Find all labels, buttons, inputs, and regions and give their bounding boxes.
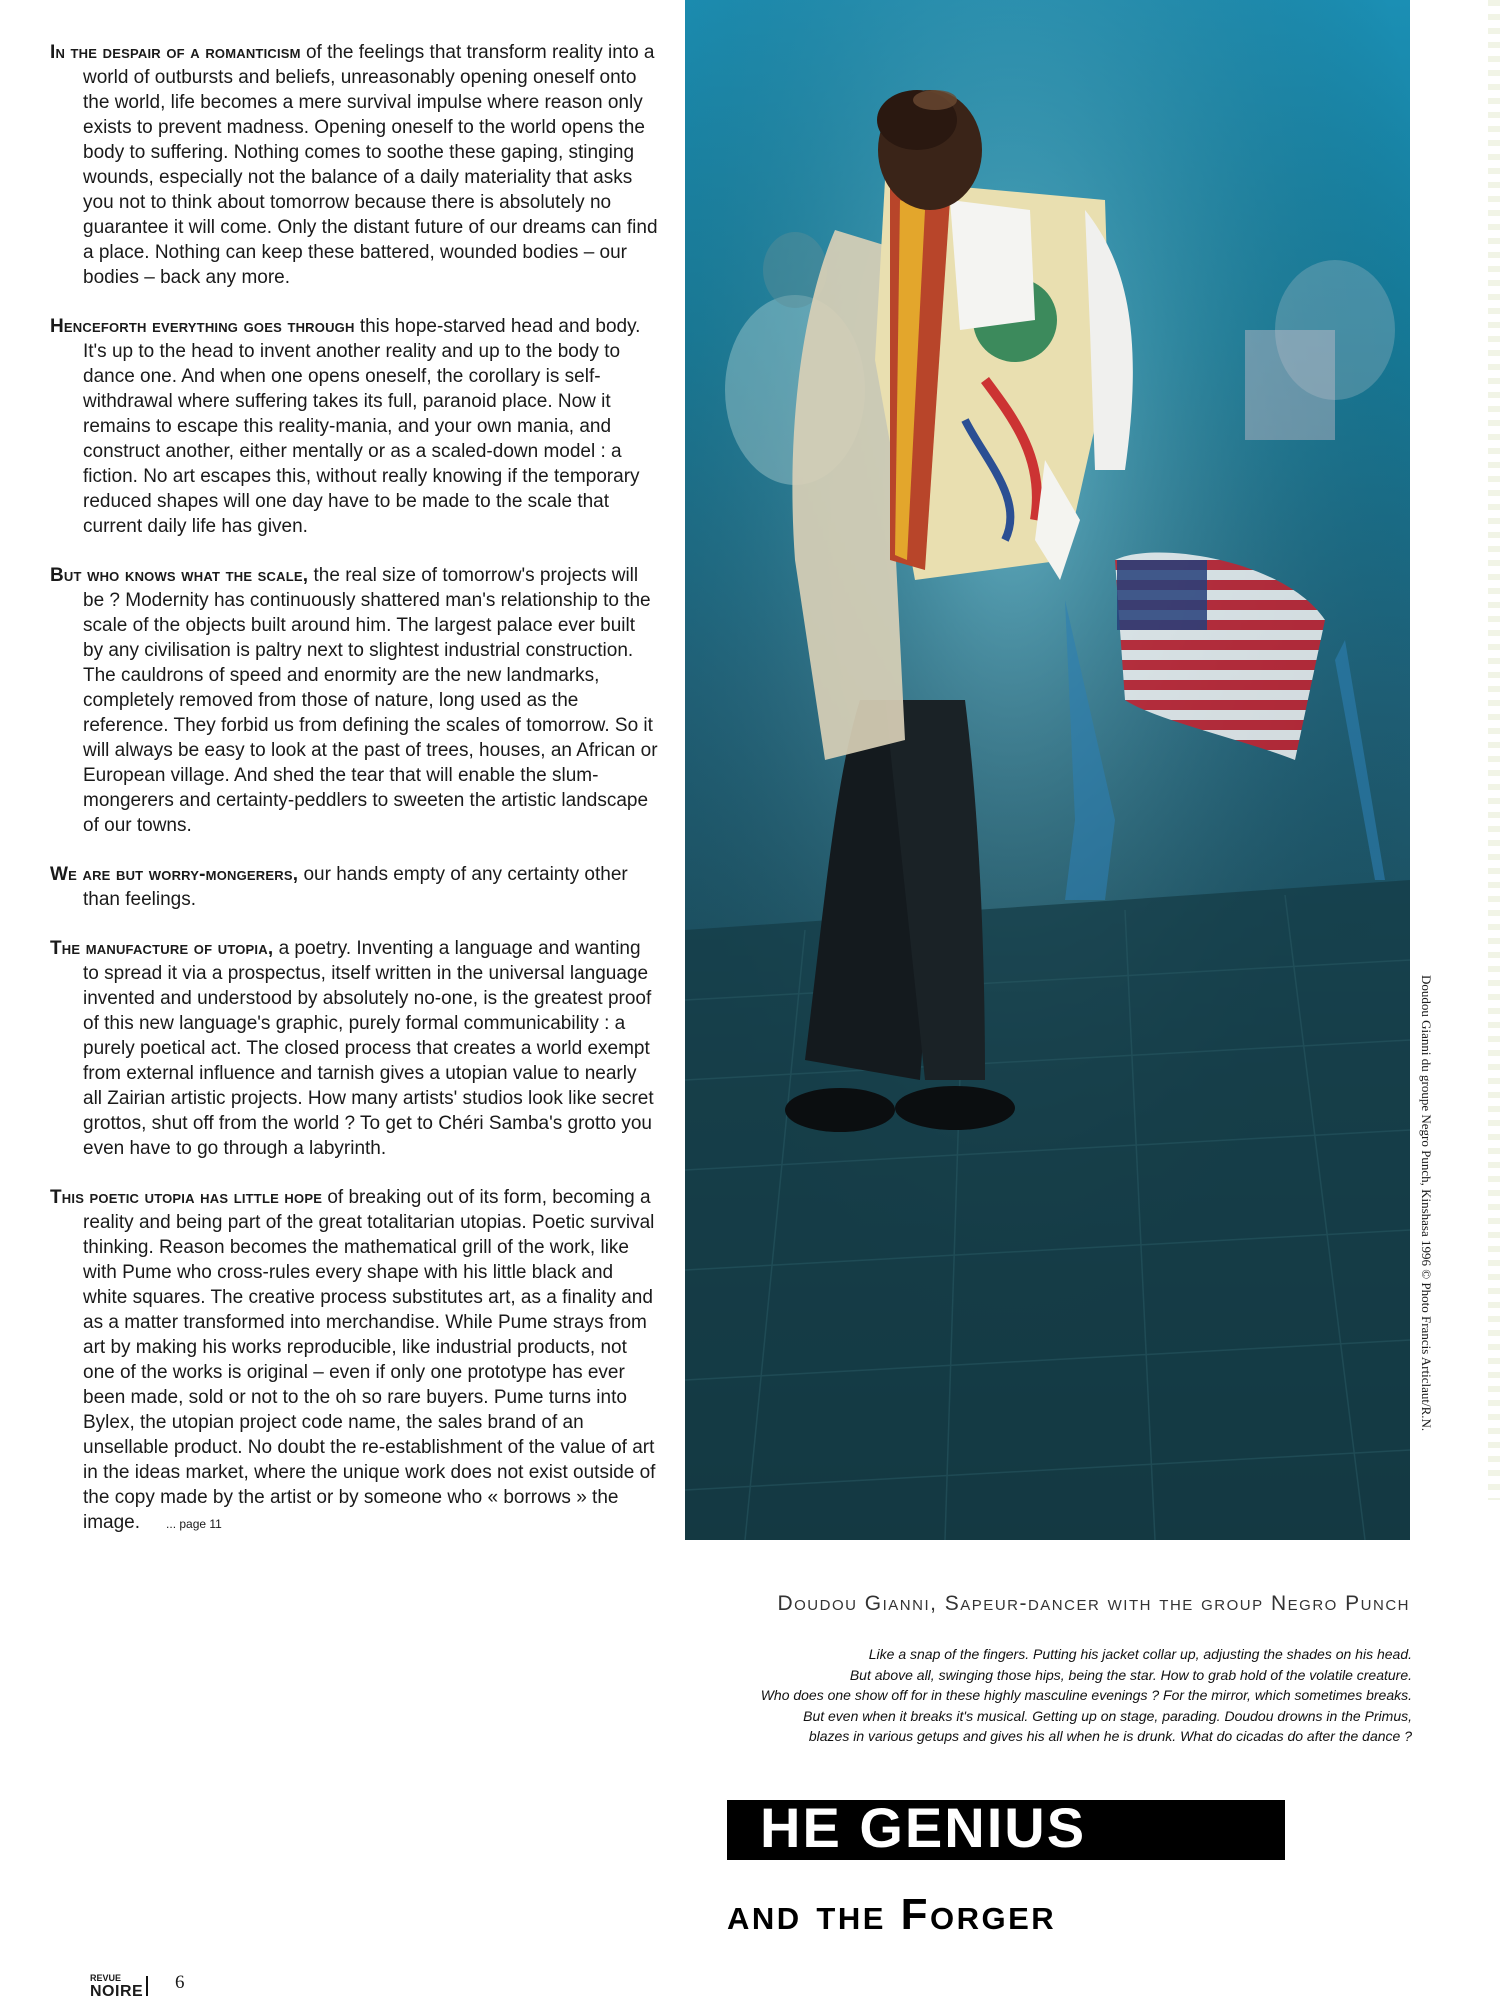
paragraph-3 bbox=[50, 563, 660, 838]
paragraph-lead: In the despair of a romanticism bbox=[50, 42, 301, 63]
caption-body bbox=[690, 1644, 1412, 1747]
headline-line-2: and the Forger bbox=[727, 1890, 1057, 1939]
page-number: 6 bbox=[175, 1972, 185, 1993]
headline-line-1: HE GENIUS bbox=[760, 1796, 1087, 1859]
caption-title: Doudou Gianni, Sapeur-dancer with the group Negro Punch bbox=[777, 1592, 1410, 1615]
photo-credit bbox=[1418, 975, 1440, 1535]
caption-line: Like a snap of the fingers. Putting his jacket collar up, adjusting the shades on his head. bbox=[868, 1646, 1412, 1662]
caption-line: But even when it breaks it's musical. Getting up on stage, parading. Doudou drowns in the Primus, bbox=[803, 1707, 1412, 1724]
article-body bbox=[50, 40, 660, 1561]
paragraph-text: this hope-starved head and body. It's up to the head to invent another reality and up to the body to dance one. And when one opens oneself, the corollary is self-withdrawal where suffering takes its full, paranoid place. Now it remains to escape this reality-mania, and your own mania, and construct another, either mentally or as a scaled-down model : a fiction. No art escapes this, without really knowing if the temporary reduced shapes will one day have to be made to the scale that current daily life has given. bbox=[83, 316, 641, 537]
paragraph-6 bbox=[50, 1185, 660, 1537]
caption-line: But above all, swinging those hips, being the star. How to grab hold of the volatile creature. bbox=[849, 1666, 1412, 1683]
page-footer bbox=[90, 1972, 290, 2000]
paragraph-lead: But who knows what the scale, bbox=[50, 565, 309, 586]
paragraph-1 bbox=[50, 40, 660, 290]
paragraph-4 bbox=[50, 862, 660, 912]
caption-line: blazes in various getups and gives his all when he is drunk. What do cicadas do after the dance ? bbox=[808, 1728, 1412, 1744]
magazine-brand-top: REVUE bbox=[90, 1973, 122, 1983]
caption-line: Who does one show off for in these highly masculine evenings ? For the mirror, which sometimes breaks. bbox=[760, 1687, 1412, 1703]
footer-divider bbox=[146, 1976, 148, 1996]
paragraph-lead: This poetic utopia has little hope bbox=[50, 1187, 323, 1208]
paragraph-text: of the feelings that transform reality into a world of outbursts and beliefs, unreasonably opening oneself onto the world, life becomes a mere survival impulse where reason only exists to prevent madness. Opening oneself to the world opens the body to suffering. Nothing comes to soothe these gaping, stinging wounds, especially not the balance of a daily materiality that asks you not to think about tomorrow because there is absolutely no guarantee it will come. Only the distant future of our dreams can find a place. Nothing can keep these battered, wounded bodies – our bodies – back any more. bbox=[83, 42, 658, 288]
paragraph-5 bbox=[50, 936, 660, 1161]
paragraph-text: a poetry. Inventing a language and wanting to spread it via a prospectus, itself written in the universal language invented and understood by absolutely no-one, is the greatest proof of this new language's graphic, purely formal communicability : a purely poetical act. The closed process that creates a world exempt from external influence and tarnish gives a utopian value to nearly all Zairian artistic projects. How many artists' studios look like secret grottos, shut off from the world ? To get to Chéri Samba's grotto you even have to go through a labyrinth. bbox=[83, 938, 654, 1159]
magazine-brand: NOIRE bbox=[90, 1983, 144, 2000]
page-edge-mark bbox=[1488, 0, 1500, 1500]
photo-credit-text: Doudou Gianni du groupe Negro Punch, Kinshasa 1996 © Photo Francis Articlaut/R.N. bbox=[1419, 975, 1434, 1432]
paragraph-lead: The manufacture of utopia, bbox=[50, 938, 274, 959]
dancer-photo bbox=[685, 0, 1410, 1540]
paragraph-lead: We are but worry-mongerers, bbox=[50, 864, 299, 885]
paragraph-text: the real size of tomorrow's projects will be ? Modernity has continuously shattered man's relationship to the scale of the objects built around him. The largest palace ever built by any civilisation is paltry next to slightest industrial construction. The cauldrons of speed and enormity are the new landmarks, completely removed from those of nature, long used as the reference. They forbid us from defining the scales of tomorrow. So it will always be easy to look at the past of trees, houses, an African or European village. And shed the tear that will enable the slum-mongerers and certainty-peddlers to sweeten the artistic landscape of our towns. bbox=[83, 565, 658, 836]
paragraph-2 bbox=[50, 314, 660, 539]
continuation-ref: ... page 11 bbox=[166, 1517, 222, 1531]
paragraph-text: our hands empty of any certainty other than feelings. bbox=[83, 864, 628, 910]
paragraph-lead: Henceforth everything goes through bbox=[50, 316, 355, 337]
paragraph-text: of breaking out of its form, becoming a reality and being part of the great totalitarian utopias. Poetic survival thinking. Reason becomes the mathematical grill of the work, like with Pume who cross-rules every shape with his little black and white squares. The creative process substitutes art, as a finality and as a matter transformed into merchandise. While Pume strays from art by making his works reproducible, like industrial products, not one of the works is original – even if only one prototype has ever been made, sold or not to the oh so rare buyers. Pume turns into Bylex, the utopian project code name, the sales brand of an unsellable product. No doubt the re-establishment of the value of art in the ideas market, where the unique work does not exist outside of the copy made by the artist or by someone who « borrows » the image. bbox=[83, 1187, 656, 1533]
dancer-illustration bbox=[685, 0, 1410, 1540]
